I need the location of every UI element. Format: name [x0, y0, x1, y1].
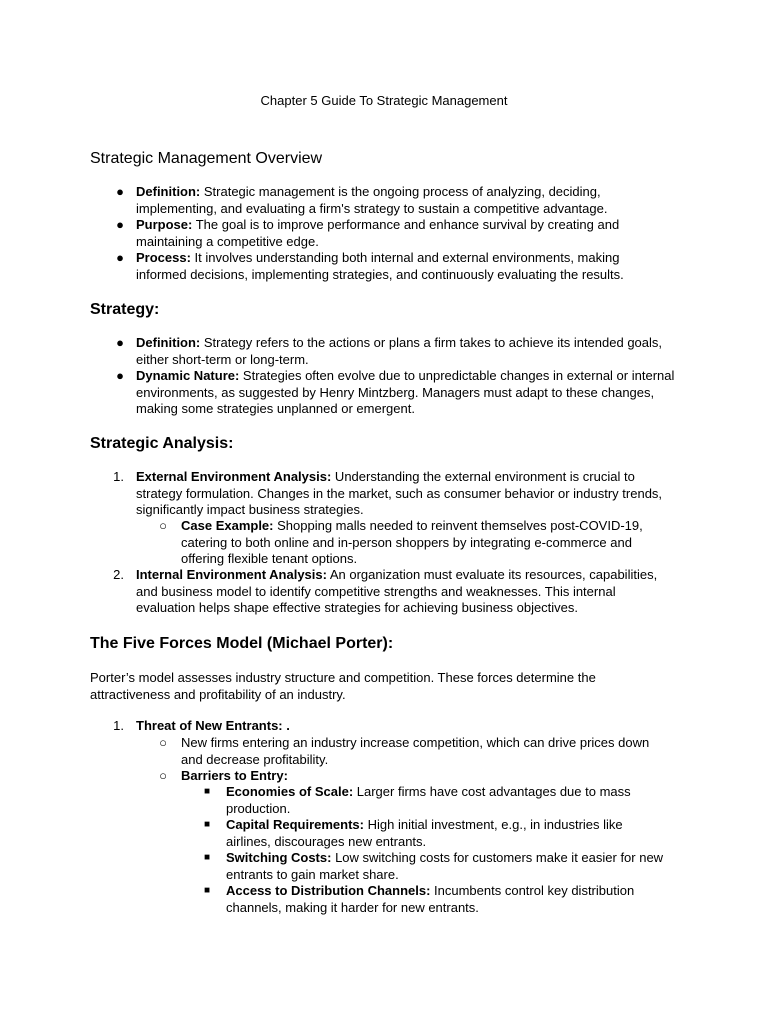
item-label: Economies of Scale: — [226, 784, 354, 799]
item-label: Process: — [136, 250, 191, 265]
item-text: The goal is to improve performance and enhance survival by creating and maintaining a competitive edge. — [136, 217, 620, 249]
item-label: Switching Costs: — [226, 850, 332, 865]
square-marker: ■ — [203, 786, 211, 797]
item-label: Purpose: — [136, 217, 193, 232]
bullet-marker: ● — [116, 184, 124, 199]
barrier-economies-of-scale — [226, 784, 656, 817]
overview-item-process — [136, 250, 671, 283]
circle-marker: ○ — [159, 518, 167, 533]
heading-overview: Strategic Management Overview — [90, 150, 323, 167]
strategy-item-definition — [136, 335, 666, 368]
list-number: 1. — [113, 469, 124, 484]
heading-strategic-analysis: Strategic Analysis: — [90, 435, 234, 452]
five-forces-barriers — [181, 768, 676, 785]
analysis-case-example — [181, 518, 676, 568]
analysis-item-external — [136, 469, 671, 519]
item-text: Strategic management is the ongoing process of analyzing, deciding, implementing, and evaluating a firm's strategy to sustain a competitive advantage. — [136, 184, 608, 216]
heading-five-forces: The Five Forces Model (Michael Porter): — [90, 635, 394, 652]
item-label: Barriers to Entry: — [181, 768, 288, 783]
item-text: Larger firms have cost advantages due to mass production. — [226, 784, 631, 816]
bullet-marker: ● — [116, 217, 124, 232]
item-text: New firms entering an industry increase competition, which can drive prices down and decrease profitability. — [181, 735, 650, 767]
list-number: 2. — [113, 567, 124, 582]
item-text: An organization must evaluate its resources, capabilities, and business model to identify competitive strengths and weaknesses. This internal evaluation helps shape effective strategies for achieving business objectives. — [136, 567, 658, 615]
overview-item-purpose — [136, 217, 676, 250]
item-label: Definition: — [136, 335, 201, 350]
item-text: High initial investment, e.g., in industries like airlines, discourages new entrants. — [226, 817, 623, 849]
square-marker: ■ — [203, 885, 211, 896]
five-forces-intro: Porter’s model assesses industry structure and competition. These forces determine the attractiveness and profitability of an industry. — [90, 670, 596, 702]
item-label: Threat of New Entrants: . — [136, 718, 290, 733]
circle-marker: ○ — [159, 768, 167, 783]
list-number: 1. — [113, 718, 124, 733]
strategy-item-dynamic-nature — [136, 368, 681, 418]
item-label: Definition: — [136, 184, 201, 199]
item-label: Capital Requirements: — [226, 817, 364, 832]
five-forces-threat-new-entrants — [136, 718, 676, 735]
five-forces-new-firms — [181, 735, 651, 768]
item-label: External Environment Analysis: — [136, 469, 332, 484]
item-text: Incumbents control key distribution channels, making it harder for new entrants. — [226, 883, 635, 915]
square-marker: ■ — [203, 819, 211, 830]
item-text: Shopping malls needed to reinvent themselves post-COVID-19, catering to both online and in-person shoppers by integrating e-commerce and offering flexible tenant options. — [181, 518, 643, 566]
overview-item-definition — [136, 184, 676, 217]
bullet-marker: ● — [116, 335, 124, 350]
circle-marker: ○ — [159, 735, 167, 750]
item-text: Understanding the external environment is crucial to strategy formulation. Changes in the market, such as consumer behavior or industry trends, significantly impact business strategies. — [136, 469, 663, 517]
barrier-distribution-channels — [226, 883, 671, 916]
item-text: Strategies often evolve due to unpredictable changes in external or internal environments, as suggested by Henry Mintzberg. Managers must adapt to these changes, making some strategies unplanned or emergent. — [136, 368, 675, 416]
item-label: Internal Environment Analysis: — [136, 567, 327, 582]
bullet-marker: ● — [116, 368, 124, 383]
item-label: Access to Distribution Channels: — [226, 883, 431, 898]
item-label: Dynamic Nature: — [136, 368, 240, 383]
square-marker: ■ — [203, 852, 211, 863]
item-text: Low switching costs for customers make it easier for new entrants to gain market share. — [226, 850, 664, 882]
document-title: Chapter 5 Guide To Strategic Management — [260, 93, 508, 108]
item-text: It involves understanding both internal and external environments, making informed decisions, implementing strategies, and continuously evaluating the results. — [136, 250, 624, 282]
item-text: Strategy refers to the actions or plans a firm takes to achieve its intended goals, either short-term or long-term. — [136, 335, 663, 367]
analysis-item-internal — [136, 567, 671, 617]
item-label: Case Example: — [181, 518, 274, 533]
barrier-switching-costs — [226, 850, 671, 883]
heading-strategy: Strategy: — [90, 301, 160, 318]
barrier-capital-requirements — [226, 817, 656, 850]
bullet-marker: ● — [116, 250, 124, 265]
